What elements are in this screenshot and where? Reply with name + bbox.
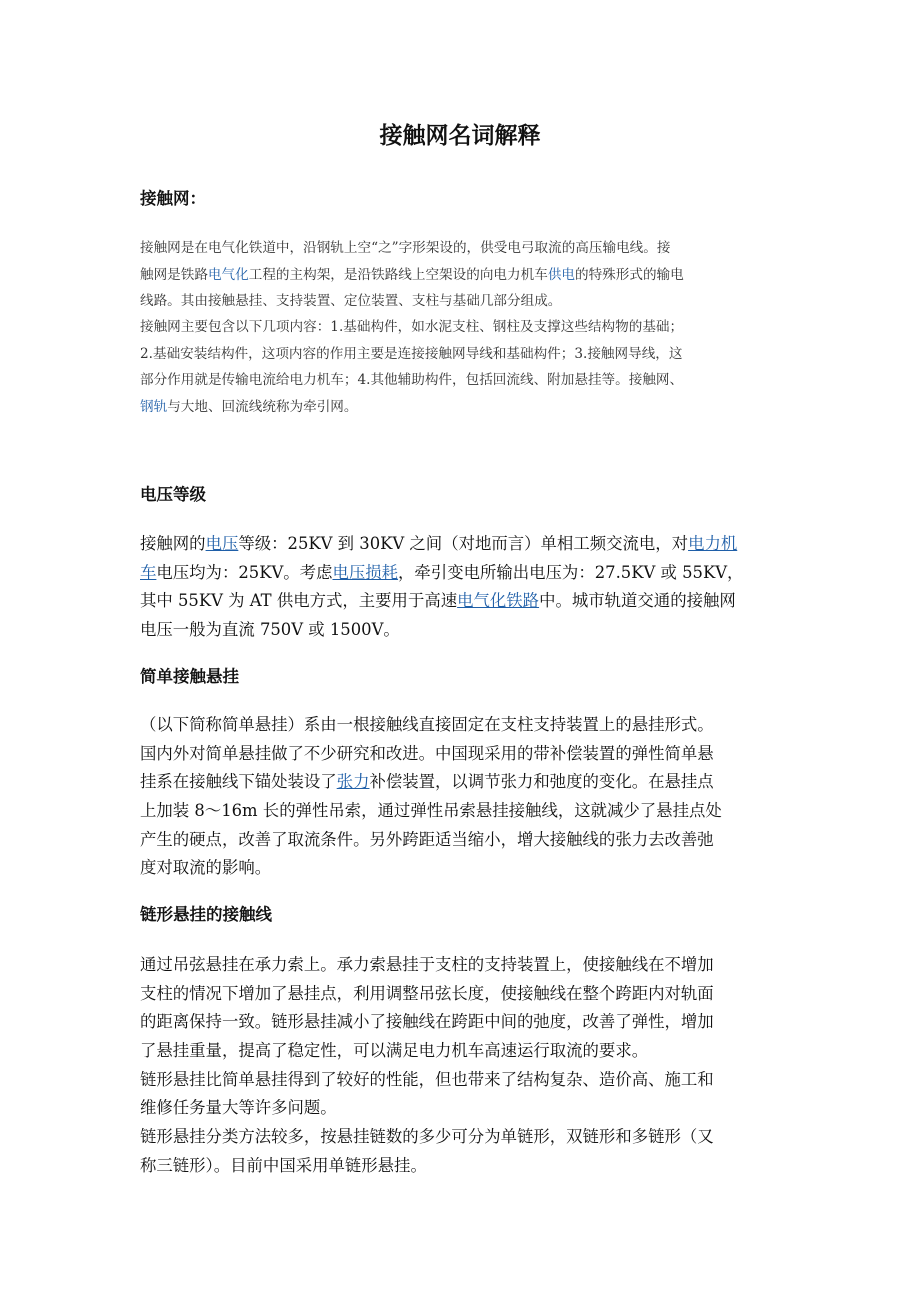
text-line: 称三链形）。目前中国采用单链形悬挂。	[140, 1155, 427, 1175]
link-electrified-railway[interactable]: 电气化铁路	[457, 591, 540, 611]
text-line	[140, 559, 790, 588]
link-rail[interactable]: 钢轨	[140, 398, 168, 415]
text-span: 中。城市轨道交通的接触网	[539, 591, 736, 611]
text-span: 补偿装置，以调节张力和弛度的变化。在悬挂点	[369, 772, 714, 792]
text-span: 挂系在接触线下锚处装设了	[140, 772, 337, 792]
text-line: （以下简称简单悬挂）系由一根接触线直接固定在支柱支持装置上的悬挂形式。	[140, 715, 714, 734]
link-electrification[interactable]: 电气化	[207, 266, 249, 283]
text-line: 通过吊弦悬挂在承力索上。承力索悬挂于支柱的支持装置上，使接触线在不增加	[140, 955, 714, 974]
text-span: 接触网的	[140, 534, 206, 553]
text-line: 度对取流的影响。	[140, 858, 272, 878]
section-heading-simple-suspension: 简单接触悬挂	[140, 667, 239, 686]
text-line: 产生的硬点，改善了取流条件。另外跨距适当缩小，增大接触线的张力去改善弛	[140, 829, 714, 849]
simple-suspension-paragraph	[140, 711, 790, 883]
intro-paragraph-2	[140, 314, 788, 420]
section-heading-catenary: 链形悬挂的接触线	[140, 905, 272, 924]
text-line: 维修任务量大等许多问题。	[140, 1098, 337, 1118]
section-heading-voltage: 电压等级	[140, 485, 206, 504]
link-tension[interactable]: 张力	[336, 772, 370, 792]
text-span: ，牵引变电所输出电压为：27.5KV 或 55KV，	[398, 562, 744, 582]
text-span: 与大地、回流线统称为牵引网。	[167, 398, 358, 415]
voltage-paragraph	[140, 530, 790, 645]
text-line: 的距离保持一致。链形悬挂减小了接触线在跨距中间的弛度，改善了弹性，增加	[140, 1012, 714, 1032]
text-span: 其中 55KV 为 AT 供电方式，主要用于高速	[140, 591, 458, 611]
page-title: 接触网名词解释	[379, 123, 541, 149]
text-line	[140, 768, 790, 797]
text-line	[140, 262, 788, 289]
text-line	[140, 394, 788, 421]
text-line: 上加装 8～16m 长的弹性吊索，通过弹性吊索悬挂接触线，这就减少了悬挂点处	[140, 801, 722, 821]
text-line: 了悬挂重量，提高了稳定性，可以满足电力机车高速运行取流的要求。	[140, 1041, 649, 1061]
catenary-paragraph	[140, 951, 790, 1181]
text-line: 2.基础安装结构件，这项内容的作用主要是连接接触网导线和基础构件；3.接触网导线，这	[140, 345, 683, 362]
text-line: 链形悬挂比简单悬挂得到了较好的性能，但也带来了结构复杂、造价高、施工和	[140, 1069, 714, 1089]
link-voltage-loss[interactable]: 电压损耗	[332, 562, 399, 582]
intro-paragraph-1	[140, 235, 788, 315]
section-heading-intro: 接触网：	[140, 189, 206, 208]
link-electric-locomotive[interactable]: 电力机	[688, 534, 738, 553]
text-line: 接触网是在电气化铁道中，沿钢轨上空“之”字形架设的，供受电弓取流的高压输电线。接	[140, 240, 671, 256]
text-line: 国内外对简单悬挂做了不少研究和改进。中国现采用的带补偿装置的弹性简单悬	[140, 743, 714, 763]
text-line: 链形悬挂分类方法较多，按悬挂链数的多少可分为单链形，双链形和多链形（又	[140, 1127, 714, 1147]
text-span: 电压均为：25KV。考虑	[156, 562, 333, 582]
text-line: 支柱的情况下增加了悬挂点，利用调整吊弦长度，使接触线在整个跨距内对轨面	[140, 983, 714, 1003]
text-span: 工程的主构架，是沿铁路线上空架设的向电力机车	[248, 266, 548, 283]
text-line: 电压一般为直流 750V 或 1500V。	[140, 620, 400, 640]
link-electric-locomotive-cont[interactable]: 车	[140, 562, 157, 582]
text-line	[140, 587, 790, 616]
text-span: 等级：25KV 到 30KV 之间（对地而言）单相工频交流电，对	[238, 534, 689, 553]
text-line: 线路。其由接触悬挂、支持装置、定位装置、支柱与基础几部分组成。	[140, 293, 562, 309]
text-span: 的特殊形式的输电	[575, 266, 684, 283]
text-span: 触网是铁路	[140, 266, 208, 283]
text-line	[140, 530, 790, 559]
text-line: 部分作用就是传输电流给电力机车；4.其他辅助构件，包括回流线、附加悬挂等。接触网、	[140, 372, 684, 388]
link-voltage[interactable]: 电压	[205, 534, 239, 553]
link-power-supply[interactable]: 供电	[547, 266, 575, 283]
text-line: 接触网主要包含以下几项内容：1.基础构件，如水泥支柱、钢柱及支撑这些结构物的基础；	[140, 319, 684, 335]
